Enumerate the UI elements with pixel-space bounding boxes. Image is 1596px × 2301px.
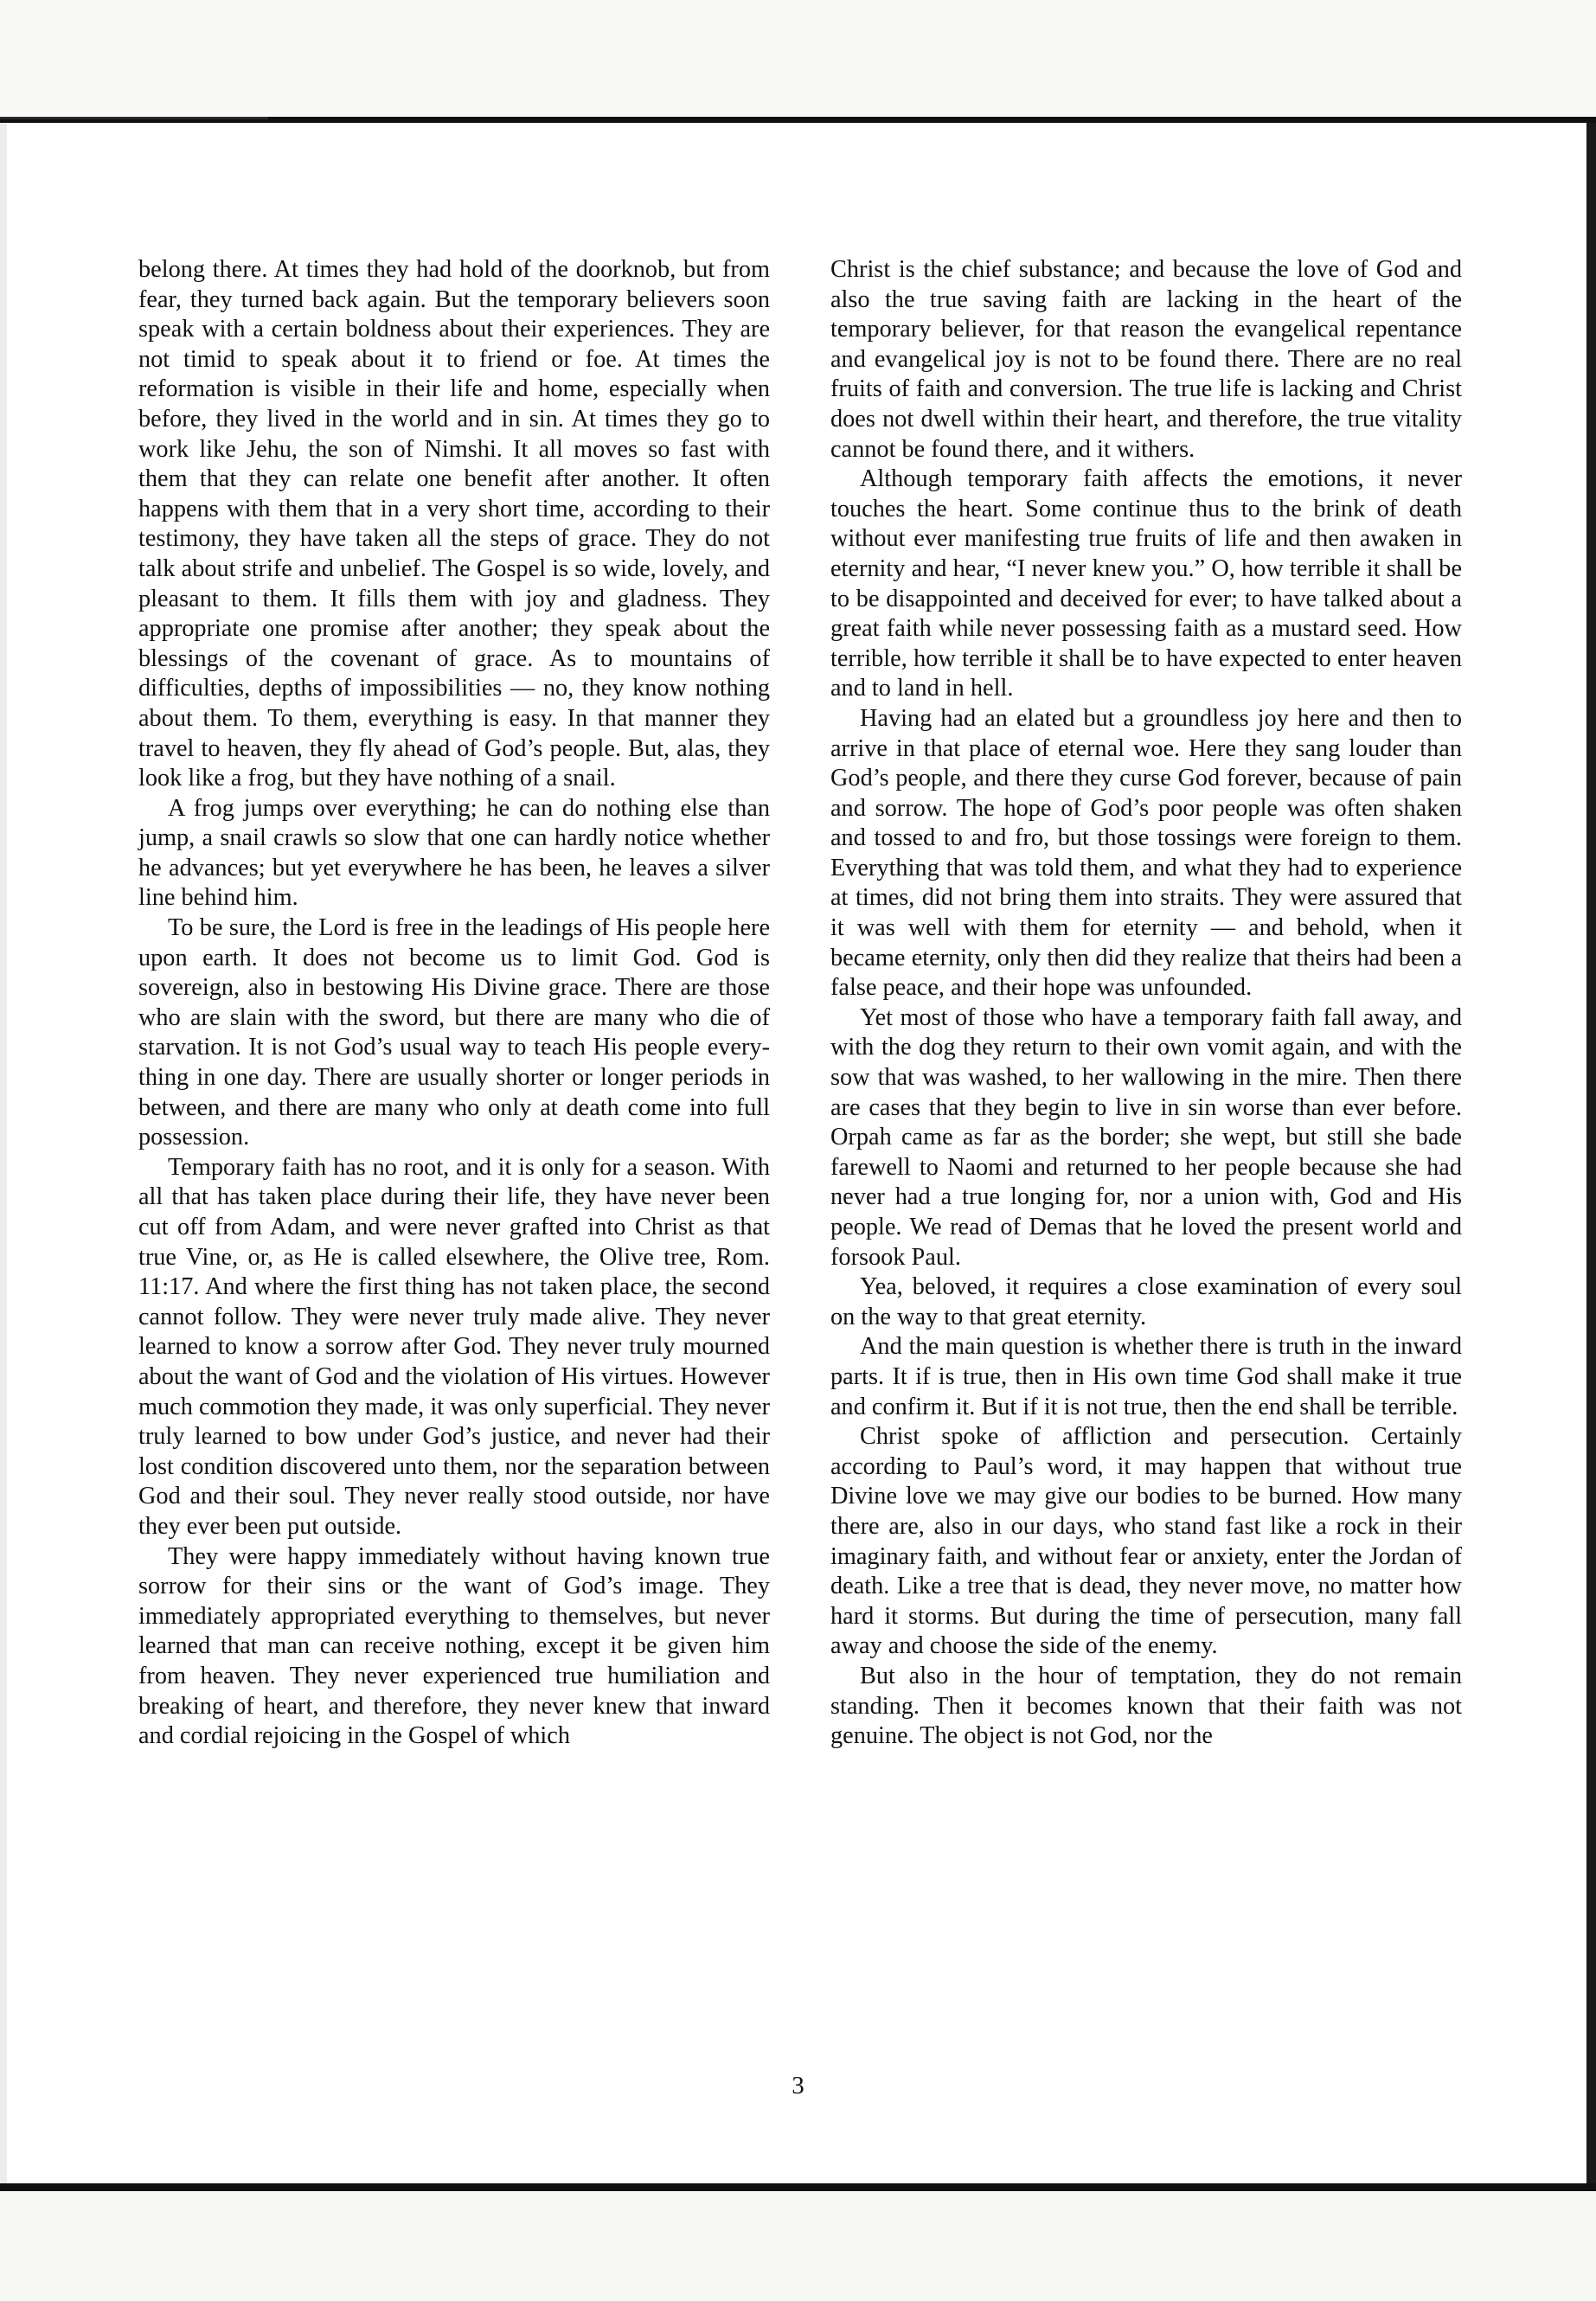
paragraph: Yea, beloved, it requires a close examination of every soul on the way to that great eternity. — [830, 1273, 1462, 1330]
paragraph: Christ is the chief substance; and because the love of God and also the true saving faith are lacking in the heart of the temporary believer, for that reason the evangelical repentance and evangelical joy is not to be found there. There are no real fruits of faith and conversion. The true life is lacking and Christ does not dwell within their heart, and therefore, the true vitality cannot be found there, and it withers. — [830, 256, 1462, 463]
paragraph: Although temporary faith affects the emotions, it never touches the heart. Some continue thus to the brink of death without ever manifesting true fruits of life and then awaken in eternity and hear, “I never knew you.” O, how terrible it shall be to be disappointed and deceived for ever; to have talked about a great faith while never possessing faith as a mustard seed. How terrible, how terrible it shall be to have expected to enter heaven and to land in hell. — [830, 465, 1462, 702]
scan-margin-top — [0, 0, 1596, 117]
paragraph: They were happy immediately without having known true sorrow for their sins or the want of God’s image. They immediately appropriated everything to themselves, but never learned that man can receive nothing, except it be given him from heaven. They never experienced true humiliation and breaking of heart, and therefore, they never knew that inward and cordial rejoicing in the Gospel of which — [138, 1542, 770, 1750]
paragraph: Having had an elated but a groundless joy here and then to arrive in that place of eternal woe. Here they sang louder than God’s people, and there they curse God forever, because of pain and sorrow. The hope of God’s poor people was often shaken and tossed to and fro, but those tossings were foreign to them. Everything that was told them, and what they had to experience at times, did not bring them into straits. They were assured that it was well with them for eternity — and behold, when it became eternity, only then did they realize that theirs had been a false peace, and their hope was unfounded. — [830, 704, 1462, 1002]
page-edge-left — [0, 123, 7, 2190]
right-column — [830, 255, 1462, 1752]
scan-border-top-left — [0, 117, 268, 119]
page-edge-right — [1586, 123, 1596, 2190]
paragraph: To be sure, the Lord is free in the leadings of His people here upon earth. It does not become us to limit God. God is sovereign, also in bestowing His Divine grace. There are those who are slain with the sword, but there are many who die of starvation. It is not God’s usual way to teach His people everything in one day. There are usually shorter or longer periods in between, and there are many who only at death come into full possession. — [138, 914, 770, 1151]
scan-border-bottom — [0, 2183, 1596, 2191]
paragraph: A frog jumps over everything; he can do nothing else than jump, a snail crawls so slow that one can hardly notice whether he advances; but yet everywhere he has been, he leaves a silver line behind him. — [138, 794, 770, 912]
paragraph: belong there. At times they had hold of the doorknob, but from fear, they turned back again. But the temporary believers soon speak with a certain boldness about their experiences. They are not timid to speak about it to friend or foe. At times the reformation is visible in their life and home, especially when before, they lived in the world and in sin. At times they go to work like Jehu, the son of Nimshi. It all moves so fast with them that they can relate one benefit after another. It often happens with them that in a very short time, according to their testimony, they have taken all the steps of grace. They do not talk about strife and unbelief. The Gospel is so wide, lovely, and pleasant to them. It fills them with joy and gladness. They appropriate one promise after another; they speak about the blessings of the covenant of grace. As to mountains of difficulties, depths of impossibilities — no, they know nothing about them. To them, everything is easy. In that manner they travel to heaven, they fly ahead of God’s people. But, alas, they look like a frog, but they have nothing of a snail. — [138, 256, 770, 792]
scan-margin-bottom — [0, 2191, 1596, 2301]
left-column — [138, 255, 770, 1752]
page-number: 3 — [792, 2072, 804, 2099]
paragraph: And the main question is whether there is truth in the inward parts. It if is true, then in His own time God shall make it true and confirm it. But if it is not true, then the end shall be terrible. — [830, 1333, 1462, 1420]
paragraph: Christ spoke of affliction and persecution. Certainly according to Paul’s word, it may happen that without true Divine love we may give our bodies to be burned. How many there are, also in our days, who stand fast like a rock in their imaginary faith, and without fear or anxiety, enter the Jordan of death. Like a tree that is dead, they never move, no matter how hard it storms. But during the time of persecution, many fall away and choose the side of the enemy. — [830, 1423, 1462, 1660]
paragraph: Yet most of those who have a temporary faith fall away, and with the dog they return to their own vomit again, and with the sow that was washed, to her wallowing in the mire. Then there are cases that they begin to live in sin worse than ever before. Orpah came as far as the border; she wept, but still she bade farewell to Naomi and returned to her people because she had never had a true longing for, nor a union with, God and His people. We read of Demas that he loved the present world and forsook Paul. — [830, 1003, 1462, 1271]
paragraph: Temporary faith has no root, and it is only for a season. With all that has taken place during their life, they have never been cut off from Adam, and were never grafted into Christ as that true Vine, or, as He is called elsewhere, the Olive tree, Rom. 11:17. And where the first thing has not taken place, the second cannot follow. They were never truly made alive. They never learned to know a sorrow after God. They never truly mourned about the want of God and the violation of His virtues. However much commotion they made, it was only superficial. They never truly learned to bow under God’s justice, and never had their lost condition discovered unto them, nor the separation between God and their soul. They never really stood outside, nor have they ever been put outside. — [138, 1153, 770, 1540]
paragraph: But also in the hour of temptation, they do not remain standing. Then it becomes known that their faith was not genuine. The object is not God, nor the — [830, 1662, 1462, 1750]
